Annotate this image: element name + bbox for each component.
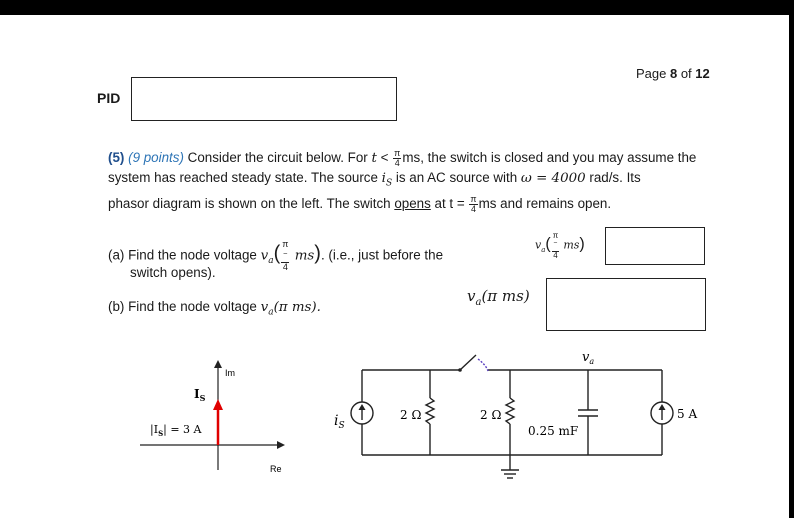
source-label: $i_S$ xyxy=(334,413,345,431)
circuit-diagram xyxy=(320,345,720,495)
answer-a-box[interactable] xyxy=(605,227,705,265)
problem-number: (5) xyxy=(108,150,125,165)
question-a: (a) Find the node voltage $v_a$( π − 4 ms). (i.e., just before the xyxy=(108,239,444,272)
opens-underlined: opens xyxy=(394,195,431,211)
is-phasor-arrowhead-icon xyxy=(213,399,223,410)
answer-b-label: $v_a(\pi$ ms) xyxy=(467,287,530,308)
problem-statement: (5) (9 points) Consider the circuit below. For t < $\frac{\pi}{4}$ ms, the switch is closed and you may assume the system has reached steady state. The source $i_S$ is an AC source with ω = 4000 rad/s. Its phasor diagram is shown on the left. The switch opens at t = $\frac{\pi}{4}$ ms and remains open. xyxy=(108,147,697,214)
page-number: Page 8 of 12 xyxy=(636,66,710,81)
question-a-line2: switch opens). xyxy=(130,265,216,280)
answer-b-box[interactable] xyxy=(546,278,706,331)
node-va-label: $v_a$ xyxy=(582,350,595,366)
r1-label: 2 Ω xyxy=(400,408,422,422)
pid-label: PID xyxy=(97,90,121,106)
im-label: Im xyxy=(225,368,235,378)
re-label: Re xyxy=(270,464,282,474)
source2-label: 5 A xyxy=(677,407,698,421)
switch xyxy=(458,355,488,372)
im-axis-arrow-icon xyxy=(214,360,222,368)
is-label: $I_S$ xyxy=(194,387,206,403)
re-axis-arrow-icon xyxy=(277,441,285,449)
pid-input-box[interactable] xyxy=(131,77,397,121)
r2-label: 2 Ω xyxy=(480,408,502,422)
problem-points: (9 points) xyxy=(128,150,184,165)
answer-a-label: $v_a$( π − 4 ms) xyxy=(535,231,585,260)
page xyxy=(0,15,789,518)
cap-label: 0.25 mF xyxy=(528,424,579,438)
question-b: (b) Find the node voltage $v_a(\pi$ ms). xyxy=(108,299,321,318)
is-magnitude: $|I_S| = 3$ A xyxy=(150,423,202,438)
phasor-diagram xyxy=(130,350,310,480)
